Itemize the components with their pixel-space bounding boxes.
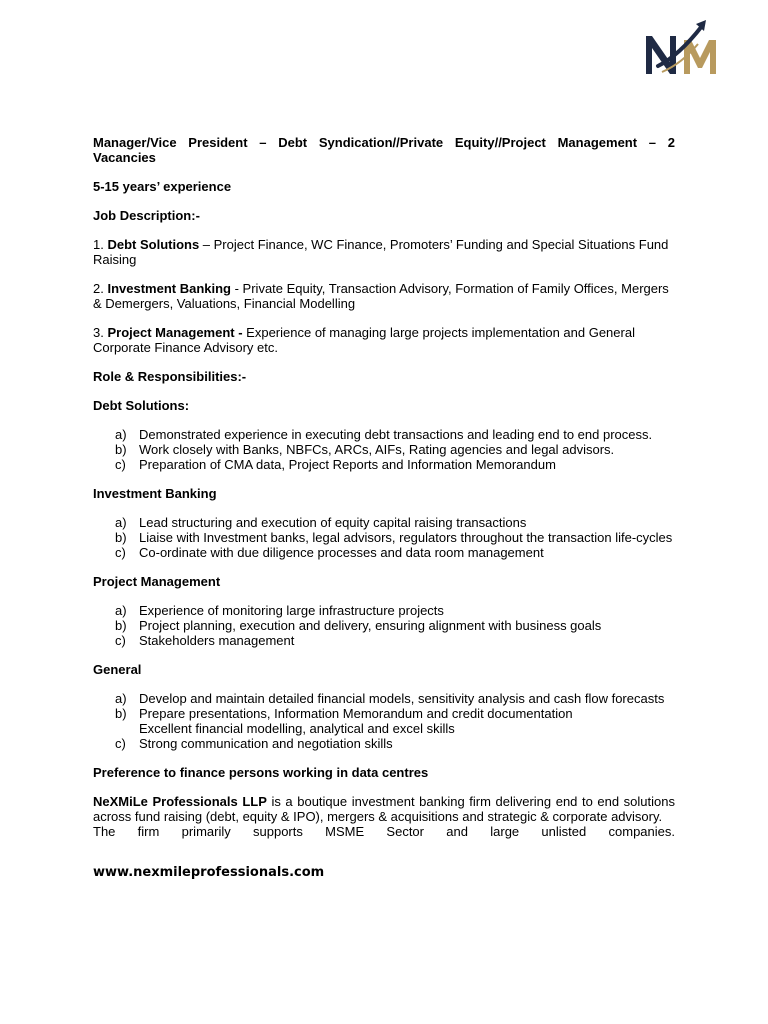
list-marker: c): [115, 457, 126, 472]
list-item: [93, 706, 675, 736]
list-item-text: Strong communication and negotiation skills: [139, 736, 393, 751]
list-item-text: Demonstrated experience in executing debt transactions and leading end to end process.: [139, 427, 653, 442]
list-item-text: Stakeholders management: [139, 633, 295, 648]
list-item-text: Project planning, execution and delivery, ensuring alignment with business goals: [139, 618, 602, 633]
jd-item: [93, 237, 675, 267]
list-item: [93, 515, 675, 530]
job-posting: [93, 135, 675, 880]
company-description: [93, 794, 675, 839]
list-item-text: Develop and maintain detailed financial models, sensitivity analysis and cash flow forecasts: [139, 691, 665, 706]
job-title: Manager/Vice President – Debt Syndication//Private Equity//Project Management – 2 Vacancies: [93, 135, 675, 165]
list-marker: b): [115, 530, 127, 545]
section-heading-general: General: [93, 662, 142, 677]
list-item: [93, 618, 675, 633]
jd-item-title: Debt Solutions: [107, 237, 200, 252]
investment-banking-list: [93, 515, 675, 560]
jd-item-text: – Project Finance, WC Finance, Promoters’ Funding and Special Situations Fund Raising: [93, 237, 669, 267]
list-item: [93, 545, 675, 560]
list-marker: b): [115, 618, 127, 633]
nexmile-logo-icon: [640, 14, 722, 80]
jd-item: [93, 281, 675, 311]
list-marker: a): [115, 427, 127, 442]
list-marker: c): [115, 736, 126, 751]
list-marker: c): [115, 633, 126, 648]
list-marker: a): [115, 691, 127, 706]
preference-note: Preference to finance persons working in data centres: [93, 765, 429, 780]
jd-item-number: 1.: [93, 237, 104, 252]
roles-heading: Role & Responsibilities:-: [93, 369, 247, 384]
list-marker: b): [115, 706, 127, 721]
list-item: [93, 691, 675, 706]
job-description-heading: Job Description:-: [93, 208, 200, 223]
list-item: [93, 736, 675, 751]
list-item-text: Liaise with Investment banks, legal advisors, regulators throughout the transaction life-cycles: [139, 530, 673, 545]
jd-item: [93, 325, 675, 355]
list-item: [93, 427, 675, 442]
list-marker: b): [115, 442, 127, 457]
list-item-text: Co-ordinate with due diligence processes and data room management: [139, 545, 544, 560]
list-marker: a): [115, 515, 127, 530]
list-item: [93, 633, 675, 648]
list-item: [93, 530, 675, 545]
jd-item-number: 3.: [93, 325, 104, 340]
jd-item-title: Investment Banking: [107, 281, 231, 296]
list-item: [93, 457, 675, 472]
list-item: [93, 442, 675, 457]
list-item-text: Preparation of CMA data, Project Reports and Information Memorandum: [139, 457, 556, 472]
list-item-text: Experience of monitoring large infrastructure projects: [139, 603, 444, 618]
jd-item-title: Project Management -: [107, 325, 243, 340]
experience-requirement: 5-15 years’ experience: [93, 179, 232, 194]
section-heading-investment-banking: Investment Banking: [93, 486, 217, 501]
jd-item-text: - Private Equity, Transaction Advisory, Formation of Family Offices, Mergers & Demergers, Valuations, Financial Modelling: [93, 281, 669, 311]
project-management-list: [93, 603, 675, 648]
company-logo: [640, 14, 722, 80]
list-item-text: Work closely with Banks, NBFCs, ARCs, AIFs, Rating agencies and legal advisors.: [139, 442, 615, 457]
general-list: [93, 691, 675, 751]
list-item-text: Lead structuring and execution of equity capital raising transactions: [139, 515, 527, 530]
company-text: is a boutique investment banking firm delivering end to end solutions across fund raising (debt, equity & IPO), mergers & acquisitions and strategic & corporate advisory.: [93, 794, 675, 824]
jd-item-number: 2.: [93, 281, 104, 296]
debt-solutions-list: [93, 427, 675, 472]
company-text-last-line: The firm primarily supports MSME Sector and large unlisted companies.: [93, 824, 675, 839]
jd-item-text: Experience of managing large projects implementation and General Corporate Finance Advisory etc.: [93, 325, 635, 355]
list-marker: c): [115, 545, 126, 560]
website-link[interactable]: www.nexmileprofessionals.com: [93, 865, 325, 880]
section-heading-project-management: Project Management: [93, 574, 221, 589]
list-marker: a): [115, 603, 127, 618]
list-item-extra-text: Excellent financial modelling, analytical and excel skills: [139, 721, 455, 736]
list-item: [93, 603, 675, 618]
list-item-text: Prepare presentations, Information Memorandum and credit documentation: [139, 706, 573, 721]
section-heading-debt-solutions: Debt Solutions:: [93, 398, 190, 413]
company-name: NeXMiLe Professionals LLP: [93, 794, 267, 809]
